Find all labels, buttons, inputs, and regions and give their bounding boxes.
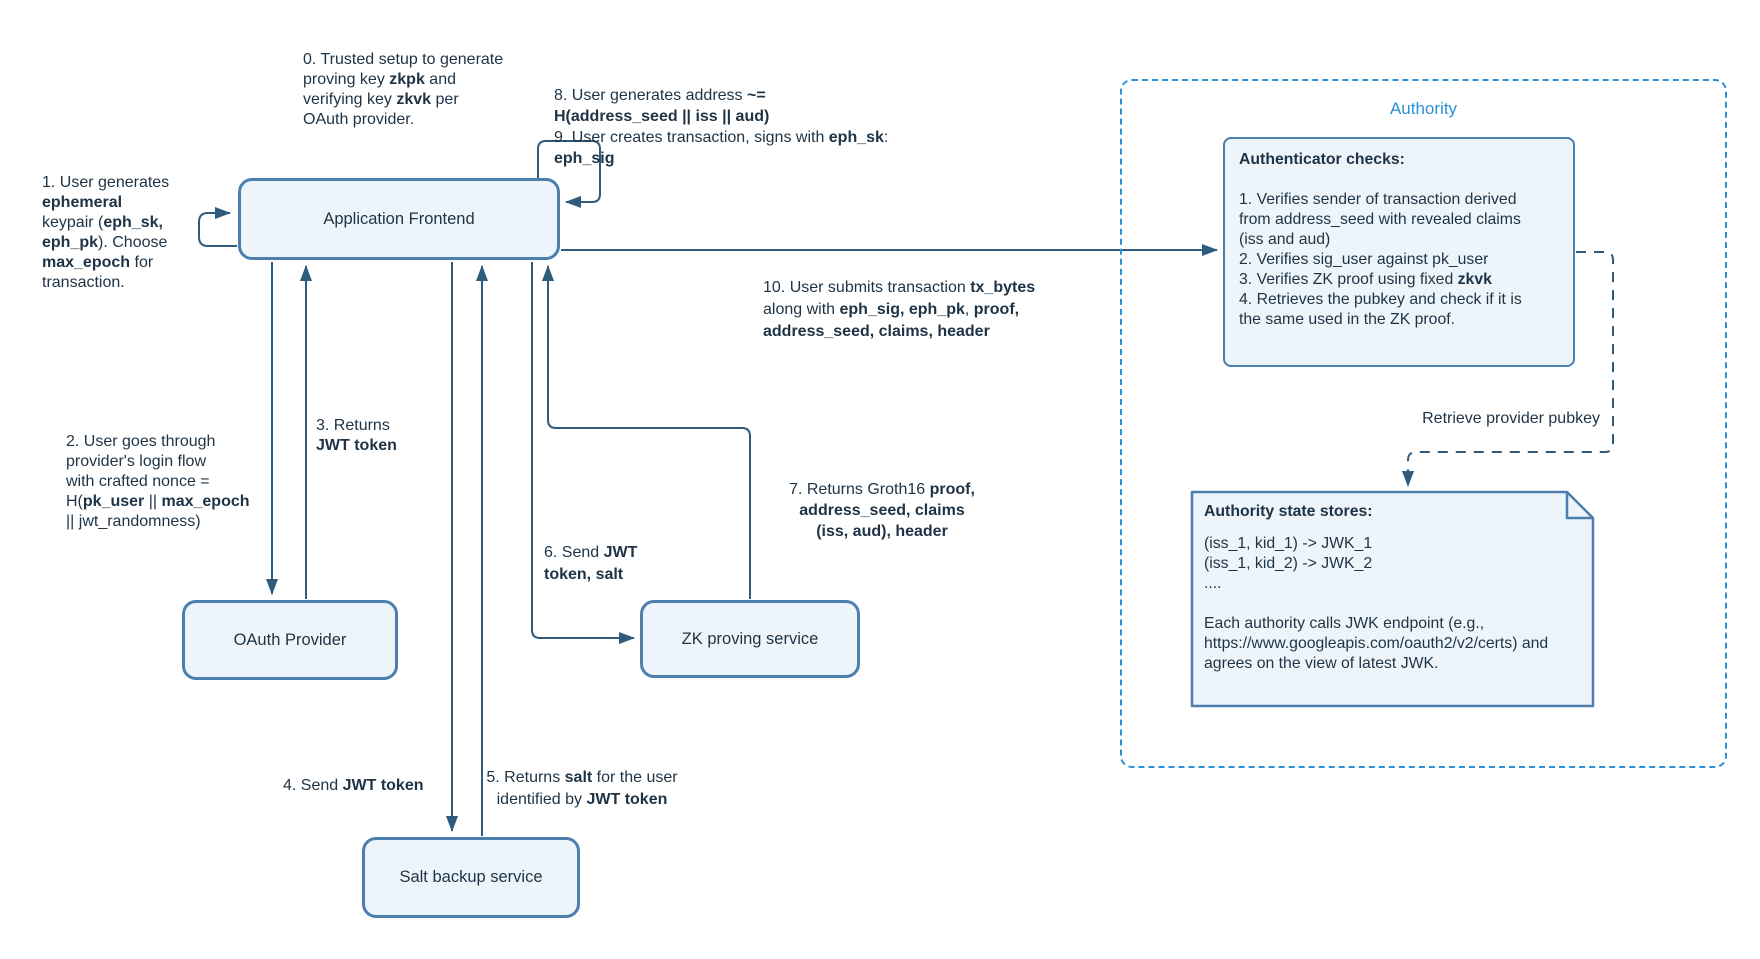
authority-state-stores-heading: Authority state stores: bbox=[1204, 503, 1373, 520]
authenticator-checks-box bbox=[1223, 137, 1575, 367]
authority-state-stores-body: (iss_1, kid_1) -> JWK_1 (iss_1, kid_2) -> JWK_2 .... Each authority calls JWK endpoint (e.g., https://www.googleapis.com/oauth2/v2/certs) and agrees on the view of latest JWK. bbox=[1204, 535, 1549, 672]
annotation-step-0: 0. Trusted setup to generate proving key zkpk and verifying key zkvk per OAuth provider. bbox=[303, 51, 504, 128]
annotation-step-1: 1. User generates ephemeral keypair (eph_sk, eph_pk). Choose max_epoch for transaction. bbox=[42, 174, 170, 291]
node-salt-backup-service-label: Salt backup service bbox=[399, 868, 543, 886]
node-salt-backup-service bbox=[362, 837, 580, 918]
authenticator-checks-heading: Authenticator checks: bbox=[1239, 151, 1405, 168]
annotation-step-8-9: 8. User generates address ~= H(address_seed || iss || aud) 9. User creates transaction, signs with eph_sk: eph_sig bbox=[554, 87, 889, 167]
annotation-step-3: 3. Returns JWT token bbox=[316, 417, 397, 454]
node-oauth-provider bbox=[182, 600, 398, 680]
node-oauth-provider-label: OAuth Provider bbox=[233, 630, 347, 649]
annotation-step-5: 5. Returns salt for the user identified by JWT token bbox=[486, 769, 678, 808]
annotation-step-6: 6. Send JWT token, salt bbox=[544, 544, 638, 583]
authority-state-stores-note bbox=[1204, 502, 1576, 674]
node-zk-proving-service-label: ZK proving service bbox=[681, 629, 819, 648]
annotation-retrieve-provider-pubkey: Retrieve provider pubkey bbox=[1422, 410, 1600, 427]
annotation-step-4: 4. Send JWT token bbox=[283, 777, 424, 794]
annotation-step-2: 2. User goes through provider's login flow with crafted nonce = H(pk_user || max_epoch || jwt_randomness) bbox=[66, 433, 250, 530]
authority-title: Authority bbox=[1389, 99, 1458, 118]
node-application-frontend-label: Application Frontend bbox=[323, 209, 475, 228]
authenticator-checks-body: 1. Verifies sender of transaction derived from address_seed with revealed claims (iss and aud) 2. Verifies sig_user against pk_user 3. Verifies ZK proof using fixed zkvk 4. Retrieves the pubkey and check if it is the same used in the ZK proof. bbox=[1239, 191, 1522, 328]
node-zk-proving-service bbox=[640, 600, 860, 678]
annotation-step-10: 10. User submits transaction tx_bytes along with eph_sig, eph_pk, proof, address_seed, claims, header bbox=[763, 279, 1036, 340]
annotation-step-7: 7. Returns Groth16 proof, address_seed, claims (iss, aud), header bbox=[789, 481, 975, 540]
node-application-frontend bbox=[238, 178, 560, 260]
